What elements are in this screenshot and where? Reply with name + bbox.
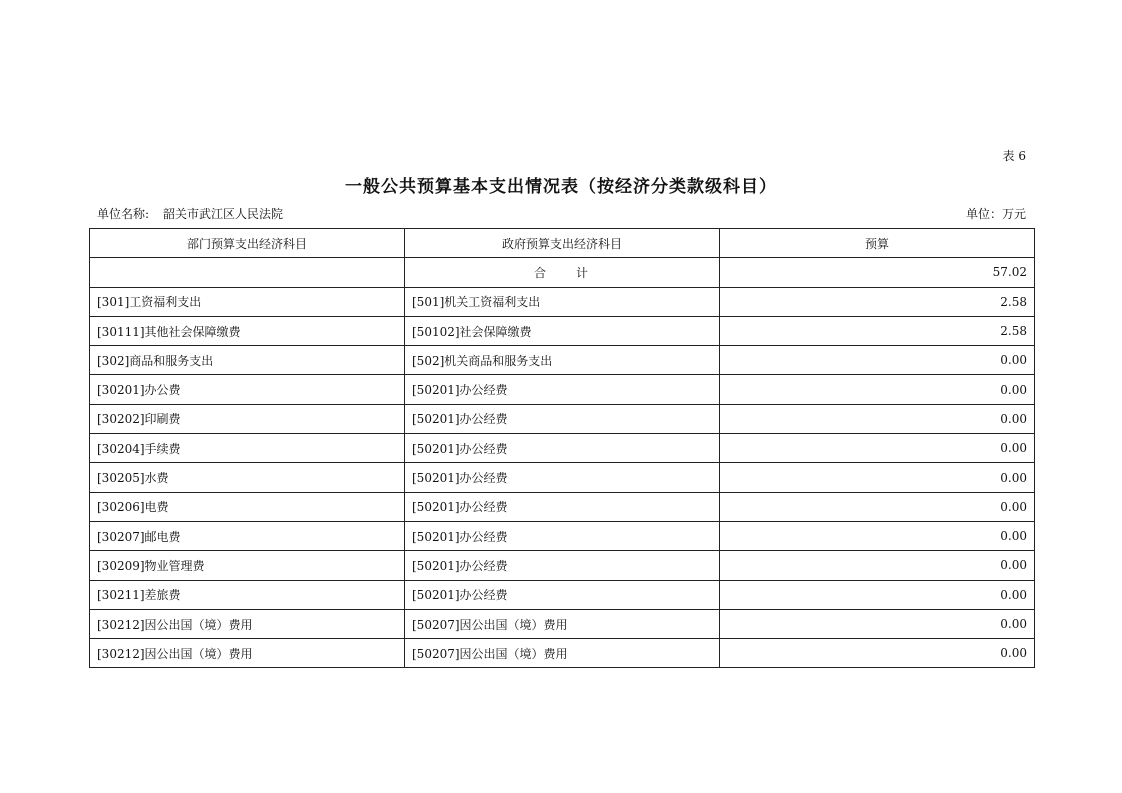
- currency-unit: 单位：万元: [965, 207, 1026, 221]
- table-row: [90, 404, 1035, 433]
- table-row: [90, 346, 1035, 375]
- budget-amount-cell: 0.00: [720, 521, 1035, 550]
- table-row: [90, 434, 1035, 463]
- budget-amount-cell: 2.58: [720, 316, 1035, 345]
- table-row: [90, 609, 1035, 638]
- gov-subject-cell: [501]机关工资福利支出: [405, 287, 720, 316]
- header-budget: 预算: [720, 229, 1035, 258]
- dept-subject-cell: [30204]手续费: [90, 434, 405, 463]
- unit-name: 韶关市武江区人民法院: [163, 207, 284, 221]
- gov-subject-cell: [50201]办公经费: [405, 551, 720, 580]
- gov-subject-cell: [50201]办公经费: [405, 521, 720, 550]
- gov-subject-cell: [50201]办公经费: [405, 375, 720, 404]
- budget-amount-cell: 0.00: [720, 551, 1035, 580]
- dept-subject-cell: [30201]办公费: [90, 375, 405, 404]
- table-row: [90, 639, 1035, 668]
- gov-subject-cell: [50207]因公出国（境）费用: [405, 609, 720, 638]
- dept-subject-cell: [30212]因公出国（境）费用: [90, 639, 405, 668]
- gov-subject-cell: [50201]办公经费: [405, 434, 720, 463]
- dept-subject-cell: [30206]电费: [90, 492, 405, 521]
- dept-subject-cell: [30209]物业管理费: [90, 551, 405, 580]
- header-row: [90, 229, 1035, 258]
- unit-row: [97, 205, 1026, 222]
- gov-subject-cell: [50201]办公经费: [405, 492, 720, 521]
- total-row: [90, 258, 1035, 287]
- gov-subject-cell: [50207]因公出国（境）费用: [405, 639, 720, 668]
- unit-label: 单位名称:: [97, 207, 150, 221]
- table-row: [90, 463, 1035, 492]
- gov-subject-cell: [50201]办公经费: [405, 580, 720, 609]
- dept-subject-cell: [30205]水费: [90, 463, 405, 492]
- total-empty-cell: [90, 258, 405, 287]
- budget-table: [89, 228, 1035, 668]
- dept-subject-cell: [30111]其他社会保障缴费: [90, 316, 405, 345]
- gov-subject-cell: [502]机关商品和服务支出: [405, 346, 720, 375]
- dept-subject-cell: [30211]差旅费: [90, 580, 405, 609]
- gov-subject-cell: [50201]办公经费: [405, 463, 720, 492]
- header-dept-subject: 部门预算支出经济科目: [90, 229, 405, 258]
- budget-amount-cell: 0.00: [720, 346, 1035, 375]
- budget-amount-cell: 0.00: [720, 375, 1035, 404]
- budget-amount-cell: 0.00: [720, 639, 1035, 668]
- dept-subject-cell: [30212]因公出国（境）费用: [90, 609, 405, 638]
- budget-amount-cell: 0.00: [720, 609, 1035, 638]
- gov-subject-cell: [50201]办公经费: [405, 404, 720, 433]
- budget-amount-cell: 0.00: [720, 492, 1035, 521]
- header-gov-subject: 政府预算支出经济科目: [405, 229, 720, 258]
- budget-amount-cell: 0.00: [720, 404, 1035, 433]
- page-title: 一般公共预算基本支出情况表（按经济分类款级科目）: [345, 177, 777, 197]
- table-row: [90, 287, 1035, 316]
- dept-subject-cell: [302]商品和服务支出: [90, 346, 405, 375]
- dept-subject-cell: [30207]邮电费: [90, 521, 405, 550]
- unit-info: [97, 205, 283, 222]
- budget-amount-cell: 0.00: [720, 463, 1035, 492]
- table-row: [90, 551, 1035, 580]
- table-row: [90, 316, 1035, 345]
- gov-subject-cell: [50102]社会保障缴费: [405, 316, 720, 345]
- table-row: [90, 492, 1035, 521]
- total-label: 合 计: [405, 258, 720, 287]
- budget-amount-cell: 2.58: [720, 287, 1035, 316]
- budget-amount-cell: 0.00: [720, 434, 1035, 463]
- budget-amount-cell: 0.00: [720, 580, 1035, 609]
- total-value: 57.02: [720, 258, 1035, 287]
- table-row: [90, 580, 1035, 609]
- table-row: [90, 521, 1035, 550]
- dept-subject-cell: [301]工资福利支出: [90, 287, 405, 316]
- dept-subject-cell: [30202]印刷费: [90, 404, 405, 433]
- table-row: [90, 375, 1035, 404]
- table-number: 表 6: [1002, 149, 1026, 163]
